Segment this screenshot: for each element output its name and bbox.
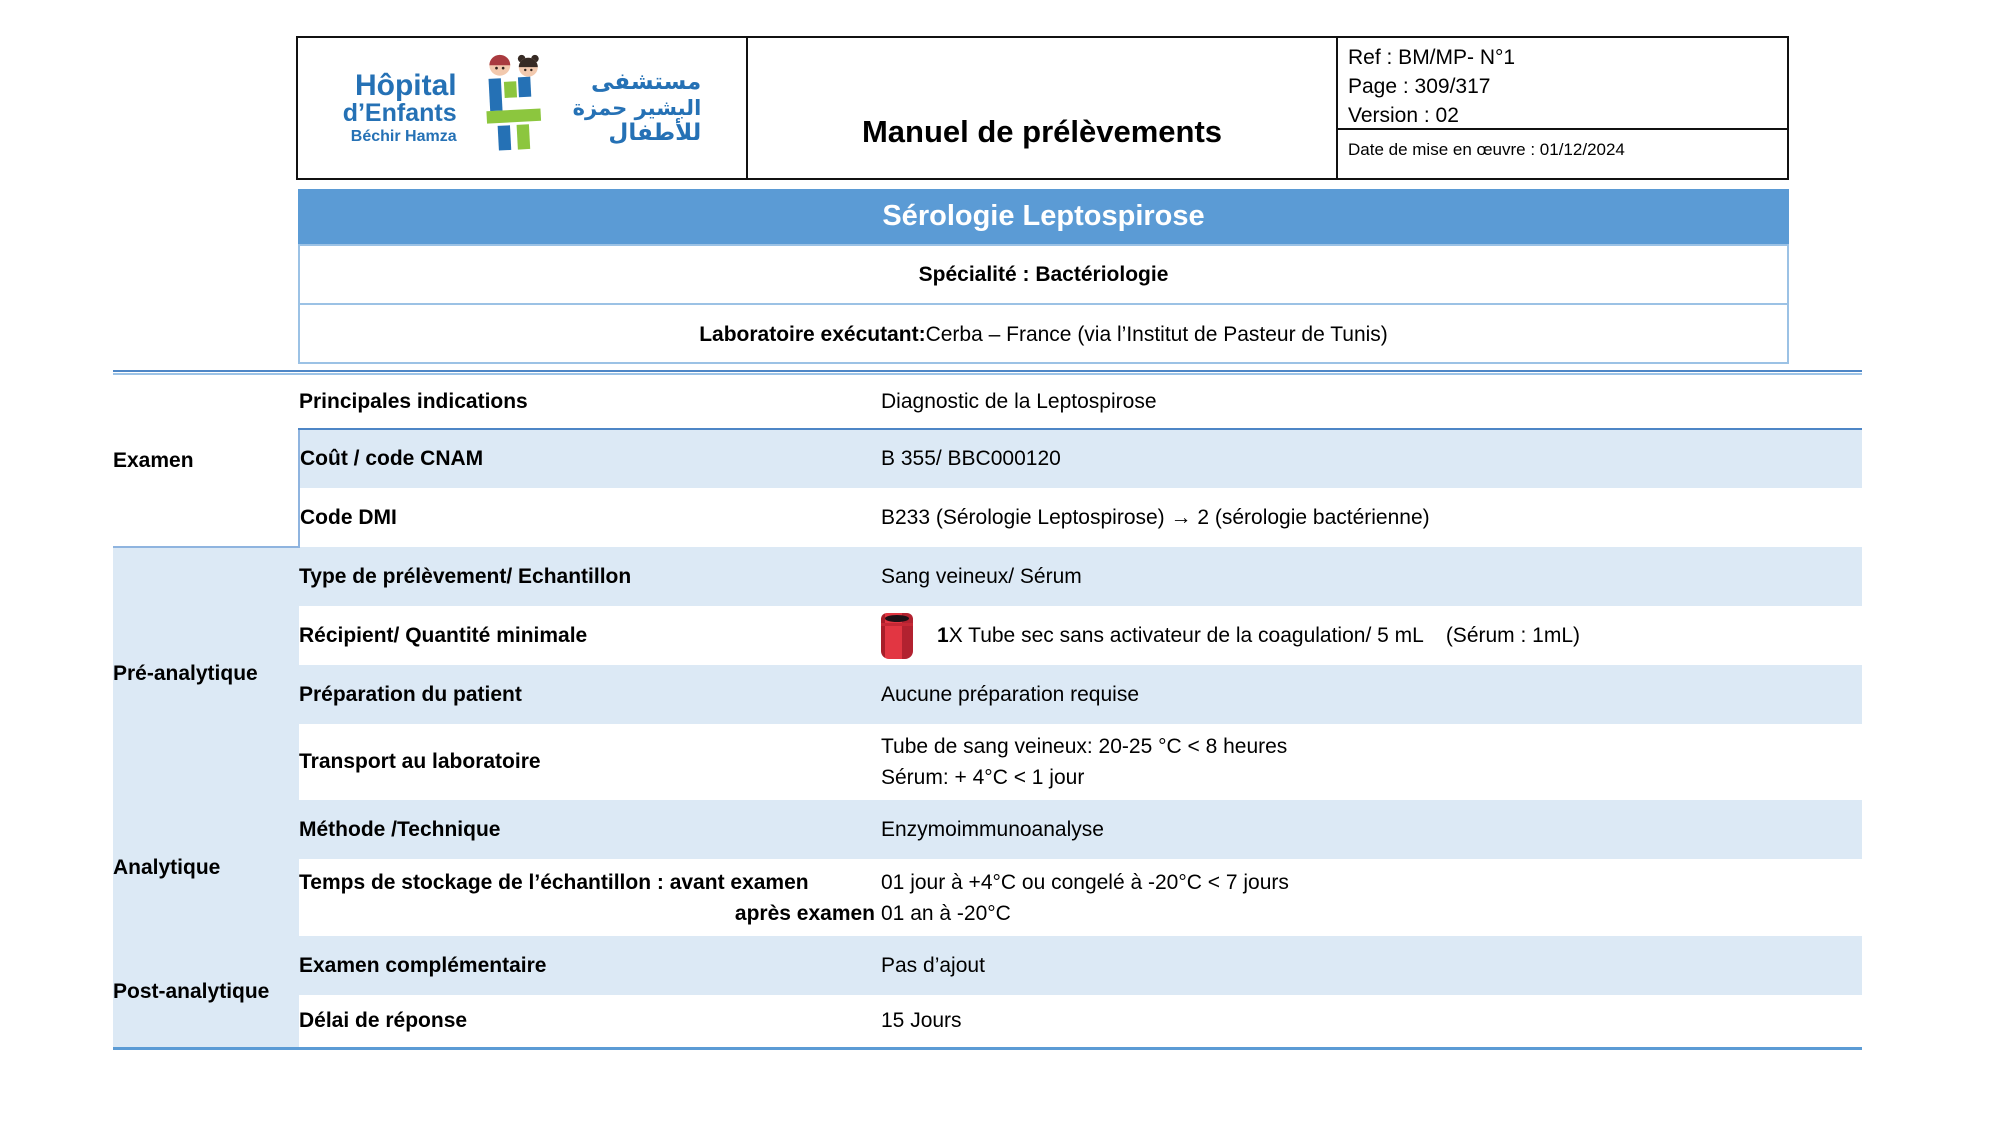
hospital-logo (343, 52, 702, 164)
row-label: Récipient/ Quantité minimale (299, 623, 588, 647)
table-row (113, 800, 1862, 859)
row-value: B 355/ BBC000120 (881, 429, 1862, 488)
table-row (113, 995, 1862, 1047)
row-value-line2: Sérum: + 4°C < 1 jour (881, 766, 1085, 789)
hospital-name-arabic-line3: للأطفال (608, 120, 702, 147)
subheader-box (298, 244, 1789, 364)
tube-description: X Tube sec sans activateur de la coagulation/ 5 mL (948, 623, 1424, 647)
row-label: Délai de réponse (299, 1009, 468, 1032)
executing-lab-row (300, 305, 1787, 364)
table-row (113, 665, 1862, 724)
table-row (113, 429, 1862, 488)
ref-number: Ref : BM/MP- N°1 (1348, 46, 1516, 69)
hospital-name-line2: d’Enfants (342, 99, 457, 128)
row-value: Sang veineux/ Sérum (881, 547, 1862, 606)
effective-date: Date de mise en œuvre : 01/12/2024 (1348, 140, 1625, 159)
hospital-name-line1: Hôpital (354, 68, 457, 102)
table-row (113, 724, 1862, 800)
reference-block (1338, 38, 1787, 130)
hospital-logo-mark-icon (467, 52, 563, 164)
row-label: Type de prélèvement/ Echantillon (299, 547, 881, 606)
table-row (113, 606, 1862, 665)
page-number: Page : 309/317 (1348, 75, 1491, 98)
hospital-name-line3: Béchir Hamza (350, 127, 457, 145)
row-label: Coût / code CNAM (299, 429, 881, 488)
tube-count: 1 (937, 623, 949, 647)
row-label: Transport au laboratoire (299, 750, 541, 773)
row-value: B233 (Sérologie Leptospirose) → 2 (sérologie bactérienne) (881, 505, 1430, 529)
hospital-name-arabic (573, 69, 702, 146)
document-title: Manuel de prélèvements (746, 38, 1338, 178)
row-value: Enzymoimmunoanalyse (881, 800, 1862, 859)
version-number: Version : 02 (1348, 104, 1459, 127)
red-tube-icon (881, 613, 913, 659)
table-row (113, 547, 1862, 606)
row-value: Aucune préparation requise (881, 665, 1862, 724)
row-label: Principales indications (299, 375, 881, 429)
category-cell-pre-analytique: Pré-analytique (113, 547, 299, 800)
executing-lab-value: Cerba – France (via l’Institut de Pasteur de Tunis) (925, 322, 1388, 346)
row-label: Examen complémentaire (299, 936, 881, 995)
hospital-name-french (342, 68, 457, 145)
row-value-line2: 01 an à -20°C (881, 901, 1011, 925)
category-cell-examen: Examen (113, 375, 299, 547)
row-label-line2: après examen (734, 901, 875, 925)
row-label (299, 859, 881, 936)
table-row (113, 488, 1862, 547)
table-row (113, 859, 1862, 936)
row-value: 15 Jours (881, 1009, 962, 1032)
specimen-table (113, 375, 1862, 1047)
row-value-line1: Tube de sang veineux: 20-25 °C < 8 heures (881, 735, 1288, 758)
row-value: Pas d’ajout (881, 936, 1862, 995)
serum-note: (Sérum : 1mL) (1445, 623, 1581, 647)
row-label: Méthode /Technique (299, 800, 881, 859)
row-value (881, 724, 1862, 800)
reference-cell (1338, 38, 1787, 178)
logo-cell (298, 38, 746, 178)
table-bottom-rule (113, 1047, 1862, 1050)
logo-children-icon (489, 55, 538, 77)
analysis-title-banner: Sérologie Leptospirose (298, 189, 1789, 244)
row-value (881, 606, 1862, 665)
hospital-name-arabic-line1: مستشفى (591, 69, 702, 96)
category-cell-post-analytique: Post-analytique (113, 936, 299, 1047)
row-value-line1: 01 jour à +4°C ou congelé à -20°C < 7 jours (881, 870, 1289, 894)
table-row (113, 375, 1862, 429)
row-label: Préparation du patient (299, 665, 881, 724)
specialty-row: Spécialité : Bactériologie (300, 246, 1787, 305)
row-value: Diagnostic de la Leptospirose (881, 375, 1862, 429)
row-label-line1: Temps de stockage de l’échantillon : avant examen (299, 870, 809, 894)
document-header (296, 36, 1789, 180)
category-cell-analytique: Analytique (113, 800, 299, 936)
row-label: Code DMI (299, 488, 881, 547)
hospital-name-arabic-line2: البشير حمزة (572, 95, 702, 120)
row-value (881, 859, 1862, 936)
executing-lab-label: Laboratoire exécutant: (699, 322, 926, 346)
table-row (113, 936, 1862, 995)
